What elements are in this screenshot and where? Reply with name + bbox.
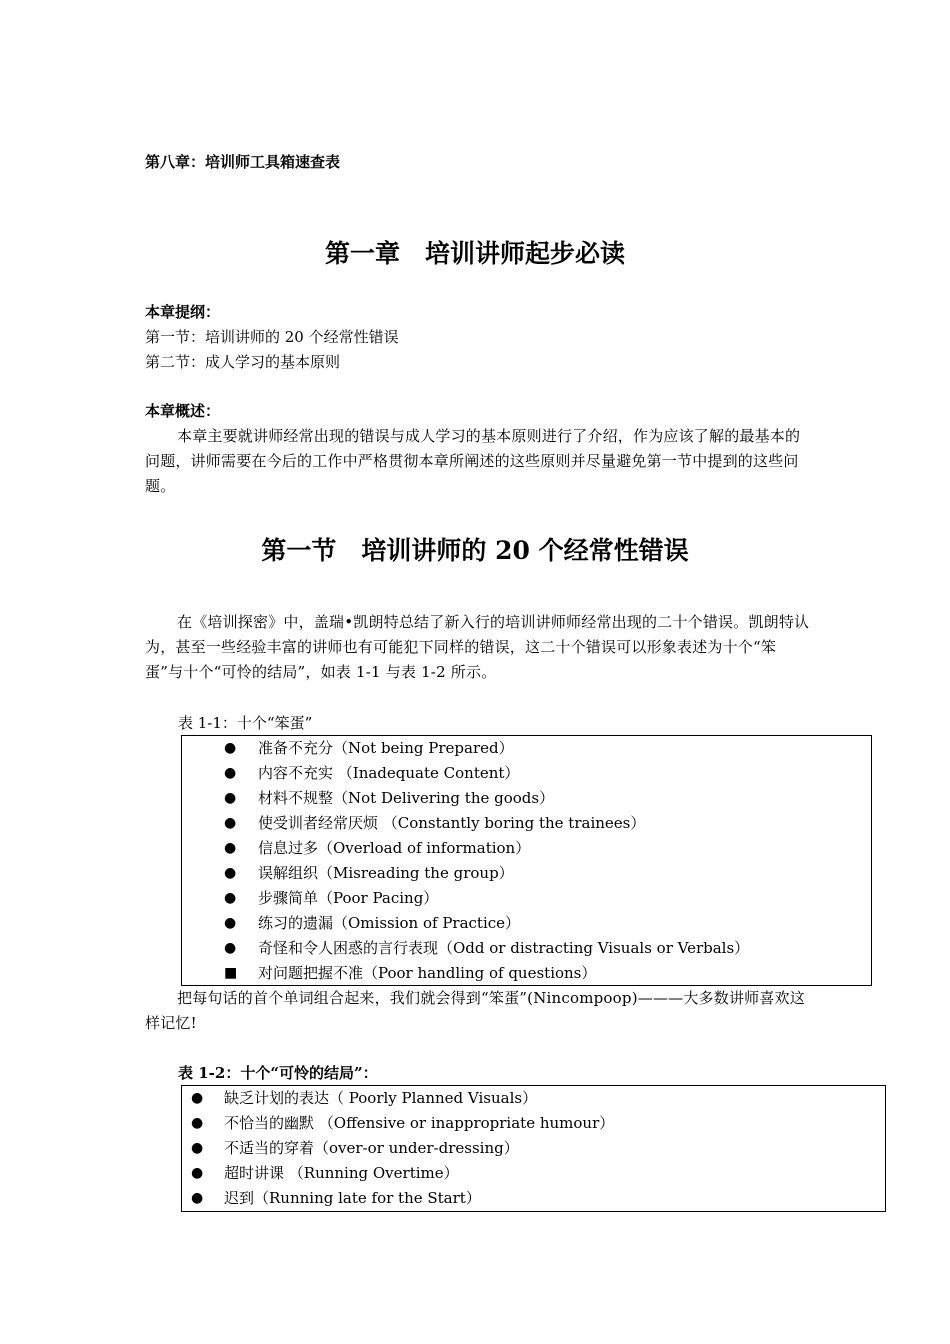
- bullet-icon: ●: [224, 740, 237, 756]
- list-item: [182, 961, 871, 986]
- list-item-text: 误解组织（Misreading the group）: [258, 864, 514, 882]
- list-item-text: 超时讲课 （Running Overtime）: [224, 1164, 459, 1182]
- list-item-text: 准备不充分（Not being Prepared）: [258, 739, 514, 757]
- list-item: [182, 736, 871, 761]
- outline-heading: 本章提纲：: [145, 303, 221, 321]
- list-item: [182, 1186, 885, 1211]
- chapter-title: 第一章 培训讲师起步必读: [324, 239, 625, 268]
- bullet-icon: ●: [224, 815, 237, 831]
- list-item: [182, 1136, 885, 1161]
- summary-paragraph: 本章主要就讲师经常出现的错误与成人学习的基本原则进行了介绍，作为应该了解的最基本的问题，讲师需要在今后的工作中严格贯彻本章所阐述的这些原则并尽量避免第一节中提到的这些问题。: [145, 427, 801, 495]
- toc-line: 第八章：培训师工具箱速查表: [145, 153, 341, 171]
- bullet-icon: ●: [224, 765, 237, 781]
- list-item-text: 内容不充实 （Inadequate Content）: [258, 764, 520, 782]
- summary-heading: 本章概述：: [145, 402, 221, 420]
- section-title: 第一节 培训讲师的 20 个经常性错误: [261, 536, 689, 565]
- list-item: [182, 836, 871, 861]
- bullet-icon: ●: [191, 1090, 204, 1106]
- list-item: [182, 811, 871, 836]
- bullet-icon: ●: [224, 940, 237, 956]
- list-item-text: 练习的遗漏（Omission of Practice）: [258, 914, 521, 932]
- bullet-icon: ●: [191, 1190, 204, 1206]
- bullet-icon: ●: [224, 890, 237, 906]
- list-item-text: 不适当的穿着（over-or under-dressing）: [224, 1139, 519, 1157]
- table2-box: [181, 1085, 886, 1212]
- intro-paragraph: 在《培训探密》中，盖瑞•凯朗特总结了新入行的培训讲师师经常出现的二十个错误。凯朗特认为，甚至一些经验丰富的讲师也有可能犯下同样的错误，这二十个错误可以形象表述为十个“笨蛋”与十个“可怜的结局”，如表 1-1 与表 1-2 所示。: [145, 613, 810, 681]
- list-item-text: 迟到（Running late for the Start）: [224, 1189, 481, 1207]
- table1-caption: 表 1-1：十个“笨蛋”: [178, 714, 313, 732]
- bullet-icon: ●: [224, 865, 237, 881]
- bullet-icon: ●: [191, 1140, 204, 1156]
- list-item: [182, 861, 871, 886]
- list-item-text: 材料不规整（Not Delivering the goods）: [258, 789, 555, 807]
- list-item: [182, 911, 871, 936]
- list-item: [182, 1086, 885, 1111]
- list-item-text: 步骤简单（Poor Pacing）: [258, 889, 439, 907]
- list-item: [182, 886, 871, 911]
- table1-list: [182, 736, 871, 986]
- list-item: [182, 936, 871, 961]
- table2-caption: 表 1-2：十个“可怜的结局”：: [178, 1064, 378, 1082]
- bullet-icon: ●: [191, 1165, 204, 1181]
- list-item: [182, 761, 871, 786]
- list-item-text: 使受训者经常厌烦 （Constantly boring the trainees）: [258, 814, 646, 832]
- outline-item: 第二节：成人学习的基本原则: [145, 353, 341, 371]
- list-item: [182, 1111, 885, 1136]
- list-item-text: 奇怪和令人困惑的言行表现（Odd or distracting Visuals or Verbals）: [258, 939, 750, 957]
- bullet-icon: ●: [224, 840, 237, 856]
- table1-box: [181, 735, 872, 986]
- outline-item: 第一节：培训讲师的 20 个经常性错误: [145, 328, 399, 346]
- table2-list: [182, 1086, 885, 1211]
- after-table1-paragraph: 把每句话的首个单词组合起来，我们就会得到“笨蛋”(Nincompoop)———大多数讲师喜欢这样记忆!: [145, 989, 805, 1032]
- bullet-icon: ●: [191, 1115, 204, 1131]
- list-item-text: 不恰当的幽默 （Offensive or inappropriate humour）: [224, 1114, 615, 1132]
- bullet-icon: ●: [224, 915, 237, 931]
- list-item-text: 信息过多（Overload of information）: [258, 839, 531, 857]
- square-bullet-icon: ■: [224, 965, 238, 981]
- list-item: [182, 1161, 885, 1186]
- list-item-text: 对问题把握不准（Poor handling of questions）: [258, 964, 597, 982]
- bullet-icon: ●: [224, 790, 237, 806]
- list-item: [182, 786, 871, 811]
- list-item-text: 缺乏计划的表达（ Poorly Planned Visuals）: [224, 1089, 538, 1107]
